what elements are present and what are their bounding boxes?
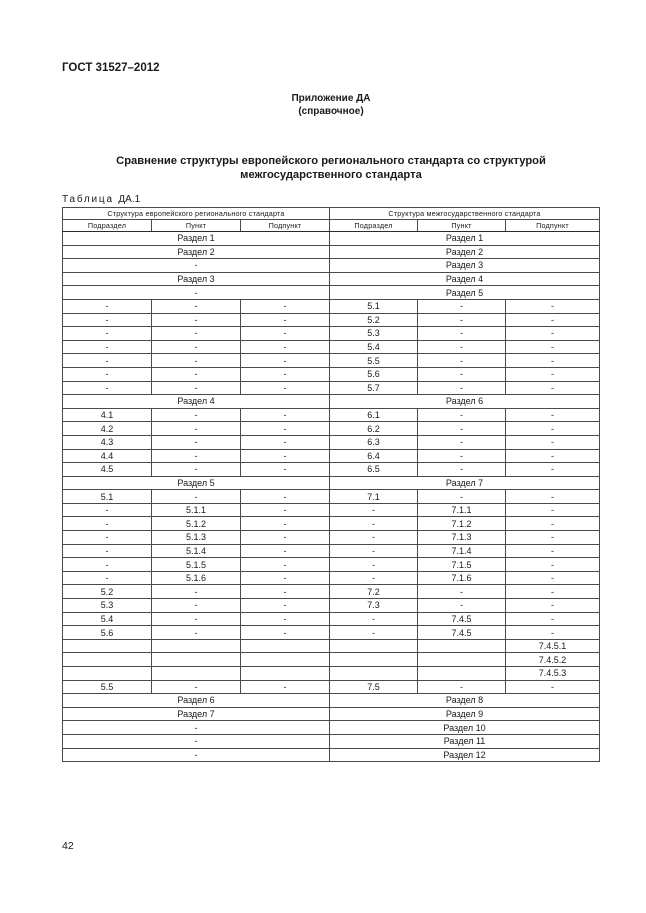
- column-header-gost-clause: Пункт: [418, 220, 506, 232]
- table-cell: -: [63, 571, 152, 585]
- table-cell: -: [63, 531, 152, 545]
- table-cell: -: [152, 327, 241, 341]
- table-cell: -: [506, 680, 600, 694]
- table-cell: -: [241, 327, 330, 341]
- table-cell: -: [506, 490, 600, 504]
- table-row: [63, 571, 600, 585]
- table-cell: -: [330, 558, 418, 572]
- table-row: [63, 422, 600, 436]
- table-row: [63, 313, 600, 327]
- table-cell: -: [241, 490, 330, 504]
- table-row: [63, 395, 600, 409]
- table-cell: -: [63, 299, 152, 313]
- table-group-header-row: [63, 208, 600, 220]
- table-row: [63, 667, 600, 681]
- interstate-section-cell: Раздел 10: [330, 721, 600, 735]
- table-cell: -: [330, 571, 418, 585]
- table-cell: -: [418, 680, 506, 694]
- table-cell: -: [418, 354, 506, 368]
- table-cell: -: [241, 299, 330, 313]
- european-section-cell: -: [63, 734, 330, 748]
- table-cell: 5.4: [63, 612, 152, 626]
- column-header-gost-subclause: Подпункт: [506, 220, 600, 232]
- table-cell: -: [506, 599, 600, 613]
- table-cell: [330, 639, 418, 653]
- table-cell: -: [418, 327, 506, 341]
- table-row: [63, 626, 600, 640]
- table-cell: -: [241, 367, 330, 381]
- table-cell: 7.3: [330, 599, 418, 613]
- table-cell: 5.1.4: [152, 544, 241, 558]
- table-cell: 4.1: [63, 408, 152, 422]
- table-cell: -: [330, 517, 418, 531]
- table-cell: 7.1.2: [418, 517, 506, 531]
- table-cell: -: [63, 340, 152, 354]
- table-cell: 7.4.5.1: [506, 639, 600, 653]
- table-cell: 7.1: [330, 490, 418, 504]
- table-row: [63, 612, 600, 626]
- table-cell: -: [241, 354, 330, 368]
- appendix-heading: [0, 92, 646, 118]
- table-cell: [63, 653, 152, 667]
- table-row: [63, 585, 600, 599]
- table-row: [63, 558, 600, 572]
- table-cell: -: [63, 367, 152, 381]
- table-cell: -: [63, 327, 152, 341]
- table-cell: 7.4.5: [418, 626, 506, 640]
- table-cell: [241, 639, 330, 653]
- table-row: [63, 463, 600, 477]
- table-cell: 4.5: [63, 463, 152, 477]
- table-cell: [241, 653, 330, 667]
- table-cell: -: [241, 680, 330, 694]
- table-cell: -: [418, 299, 506, 313]
- table-cell: -: [241, 435, 330, 449]
- table-cell: -: [418, 585, 506, 599]
- table-cell: [330, 667, 418, 681]
- table-cell: 5.1: [330, 299, 418, 313]
- table-cell: 7.2: [330, 585, 418, 599]
- table-row: [63, 639, 600, 653]
- table-cell: 7.1.4: [418, 544, 506, 558]
- table-cell: 7.4.5.2: [506, 653, 600, 667]
- table-row: [63, 340, 600, 354]
- table-cell: 7.1.5: [418, 558, 506, 572]
- table-row: [63, 354, 600, 368]
- table-cell: -: [506, 463, 600, 477]
- table-cell: 4.2: [63, 422, 152, 436]
- document-title: [0, 154, 646, 182]
- table-cell: -: [330, 544, 418, 558]
- table-caption: [62, 194, 140, 205]
- table-cell: -: [63, 313, 152, 327]
- table-cell: 5.4: [330, 340, 418, 354]
- table-cell: -: [506, 449, 600, 463]
- interstate-section-cell: Раздел 7: [330, 476, 600, 490]
- table-cell: -: [63, 381, 152, 395]
- table-cell: 7.1.6: [418, 571, 506, 585]
- table-cell: -: [241, 340, 330, 354]
- table-cell: -: [506, 503, 600, 517]
- table-cell: -: [330, 531, 418, 545]
- table-cell: 5.3: [330, 327, 418, 341]
- table-cell: -: [418, 463, 506, 477]
- table-cell: 6.2: [330, 422, 418, 436]
- table-row: [63, 721, 600, 735]
- table-cell: -: [152, 381, 241, 395]
- table-cell: -: [506, 422, 600, 436]
- table-cell: -: [152, 435, 241, 449]
- table-cell: 7.1.3: [418, 531, 506, 545]
- column-header-eu-clause: Пункт: [152, 220, 241, 232]
- table-cell: [241, 667, 330, 681]
- interstate-section-cell: Раздел 3: [330, 259, 600, 273]
- table-row: [63, 707, 600, 721]
- table-row: [63, 544, 600, 558]
- table-cell: [418, 653, 506, 667]
- table-cell: 7.1.1: [418, 503, 506, 517]
- table-cell: -: [241, 503, 330, 517]
- table-cell: -: [506, 327, 600, 341]
- table-cell: -: [418, 313, 506, 327]
- table-cell: -: [506, 367, 600, 381]
- table-cell: -: [506, 571, 600, 585]
- table-row: [63, 476, 600, 490]
- table-cell: -: [241, 463, 330, 477]
- table-cell: -: [63, 517, 152, 531]
- table-cell: 5.1.5: [152, 558, 241, 572]
- table-row: [63, 435, 600, 449]
- table-cell: 4.3: [63, 435, 152, 449]
- table-cell: [330, 653, 418, 667]
- table-cell: -: [152, 585, 241, 599]
- interstate-section-cell: Раздел 8: [330, 694, 600, 708]
- table-cell: 6.1: [330, 408, 418, 422]
- table-cell: -: [506, 626, 600, 640]
- table-cell: -: [152, 354, 241, 368]
- table-cell: -: [241, 381, 330, 395]
- table-row: [63, 449, 600, 463]
- table-cell: -: [330, 503, 418, 517]
- european-standard-header: Структура европейского регионального стандарта: [63, 208, 330, 220]
- european-section-cell: -: [63, 721, 330, 735]
- column-header-gost-subsection: Подраздел: [330, 220, 418, 232]
- table-cell: -: [418, 435, 506, 449]
- table-cell: 5.1: [63, 490, 152, 504]
- table-column-header-row: [63, 220, 600, 232]
- table-cell: -: [241, 449, 330, 463]
- table-caption-word: Таблица: [62, 194, 114, 205]
- table-row: [63, 517, 600, 531]
- table-row: [63, 408, 600, 422]
- table-cell: 5.2: [63, 585, 152, 599]
- interstate-section-cell: Раздел 5: [330, 286, 600, 300]
- table-cell: 7.4.5.3: [506, 667, 600, 681]
- table-cell: -: [152, 422, 241, 436]
- table-row: [63, 245, 600, 259]
- table-cell: -: [152, 612, 241, 626]
- table-cell: -: [506, 558, 600, 572]
- table-cell: -: [63, 503, 152, 517]
- table-cell: [152, 667, 241, 681]
- table-cell: -: [506, 517, 600, 531]
- table-cell: -: [152, 299, 241, 313]
- table-cell: 5.2: [330, 313, 418, 327]
- table-cell: 6.5: [330, 463, 418, 477]
- table-cell: [63, 667, 152, 681]
- table-cell: -: [506, 408, 600, 422]
- table-cell: -: [152, 680, 241, 694]
- interstate-section-cell: Раздел 1: [330, 232, 600, 246]
- title-line-2: межгосударственного стандарта: [240, 169, 422, 181]
- european-section-cell: Раздел 7: [63, 707, 330, 721]
- table-caption-number: ДА.1: [118, 194, 141, 205]
- table-cell: -: [152, 463, 241, 477]
- table-cell: -: [152, 626, 241, 640]
- european-section-cell: Раздел 4: [63, 395, 330, 409]
- interstate-section-cell: Раздел 11: [330, 734, 600, 748]
- table-cell: 5.1.2: [152, 517, 241, 531]
- table-cell: -: [241, 313, 330, 327]
- table-cell: -: [506, 340, 600, 354]
- table-cell: 5.7: [330, 381, 418, 395]
- table-cell: [418, 639, 506, 653]
- table-cell: -: [418, 340, 506, 354]
- interstate-section-cell: Раздел 4: [330, 272, 600, 286]
- table-cell: -: [506, 354, 600, 368]
- table-row: [63, 299, 600, 313]
- table-cell: -: [152, 449, 241, 463]
- table-cell: 5.5: [330, 354, 418, 368]
- table-cell: -: [152, 490, 241, 504]
- table-cell: 5.5: [63, 680, 152, 694]
- european-section-cell: Раздел 6: [63, 694, 330, 708]
- interstate-standard-header: Структура межгосударственного стандарта: [330, 208, 600, 220]
- table-cell: -: [506, 612, 600, 626]
- table-cell: -: [418, 367, 506, 381]
- table-cell: -: [152, 408, 241, 422]
- table-cell: -: [63, 544, 152, 558]
- table-cell: -: [418, 599, 506, 613]
- table-cell: 5.3: [63, 599, 152, 613]
- european-section-cell: Раздел 5: [63, 476, 330, 490]
- table-cell: [418, 667, 506, 681]
- european-section-cell: Раздел 3: [63, 272, 330, 286]
- page-number: 42: [62, 840, 74, 852]
- european-section-cell: -: [63, 286, 330, 300]
- table-cell: -: [241, 422, 330, 436]
- table-cell: -: [506, 381, 600, 395]
- table-cell: -: [418, 408, 506, 422]
- european-section-cell: -: [63, 748, 330, 762]
- table-cell: 5.1.6: [152, 571, 241, 585]
- table-cell: 5.6: [330, 367, 418, 381]
- table-cell: -: [418, 490, 506, 504]
- table-cell: -: [506, 531, 600, 545]
- table-cell: [152, 653, 241, 667]
- interstate-section-cell: Раздел 12: [330, 748, 600, 762]
- table-row: [63, 259, 600, 273]
- table-row: [63, 381, 600, 395]
- table-cell: 5.1.3: [152, 531, 241, 545]
- interstate-section-cell: Раздел 2: [330, 245, 600, 259]
- table-row: [63, 367, 600, 381]
- table-row: [63, 599, 600, 613]
- table-cell: -: [241, 599, 330, 613]
- table-row: [63, 232, 600, 246]
- table-row: [63, 490, 600, 504]
- table-cell: 7.4.5: [418, 612, 506, 626]
- table-cell: -: [418, 422, 506, 436]
- table-cell: -: [506, 313, 600, 327]
- table-cell: -: [152, 599, 241, 613]
- table-row: [63, 503, 600, 517]
- table-cell: -: [241, 531, 330, 545]
- table-cell: -: [506, 299, 600, 313]
- document-code: ГОСТ 31527–2012: [62, 62, 160, 74]
- table-cell: [152, 639, 241, 653]
- appendix-subtitle: (справочное): [298, 106, 364, 117]
- european-section-cell: -: [63, 259, 330, 273]
- interstate-section-cell: Раздел 6: [330, 395, 600, 409]
- table-cell: -: [241, 558, 330, 572]
- table-cell: -: [506, 435, 600, 449]
- table-row: [63, 694, 600, 708]
- table-cell: 7.5: [330, 680, 418, 694]
- table-row: [63, 734, 600, 748]
- table-cell: -: [63, 354, 152, 368]
- table-cell: -: [241, 408, 330, 422]
- column-header-eu-subsection: Подраздел: [63, 220, 152, 232]
- table-cell: -: [152, 367, 241, 381]
- table-cell: 6.4: [330, 449, 418, 463]
- title-line-1: Сравнение структуры европейского регионального стандарта со структурой: [116, 155, 546, 167]
- european-section-cell: Раздел 2: [63, 245, 330, 259]
- table-cell: -: [241, 571, 330, 585]
- table-cell: 5.1.1: [152, 503, 241, 517]
- table-cell: 4.4: [63, 449, 152, 463]
- table-row: [63, 748, 600, 762]
- appendix-title: Приложение ДА: [291, 93, 371, 104]
- column-header-eu-subclause: Подпункт: [241, 220, 330, 232]
- table-cell: -: [241, 626, 330, 640]
- table-cell: -: [330, 612, 418, 626]
- table-cell: -: [152, 313, 241, 327]
- table-row: [63, 286, 600, 300]
- comparison-table: [62, 207, 600, 762]
- table-cell: -: [418, 381, 506, 395]
- interstate-section-cell: Раздел 9: [330, 707, 600, 721]
- european-section-cell: Раздел 1: [63, 232, 330, 246]
- table-row: [63, 653, 600, 667]
- table-cell: 5.6: [63, 626, 152, 640]
- table-cell: -: [63, 558, 152, 572]
- table-row: [63, 272, 600, 286]
- table-cell: [63, 639, 152, 653]
- table-cell: 6.3: [330, 435, 418, 449]
- table-cell: -: [152, 340, 241, 354]
- table-cell: -: [241, 612, 330, 626]
- table-cell: -: [241, 585, 330, 599]
- table-cell: -: [418, 449, 506, 463]
- table-row: [63, 680, 600, 694]
- table-cell: -: [241, 544, 330, 558]
- table-cell: -: [506, 585, 600, 599]
- table-cell: -: [330, 626, 418, 640]
- table-cell: -: [506, 544, 600, 558]
- table-row: [63, 327, 600, 341]
- table-cell: -: [241, 517, 330, 531]
- table-row: [63, 531, 600, 545]
